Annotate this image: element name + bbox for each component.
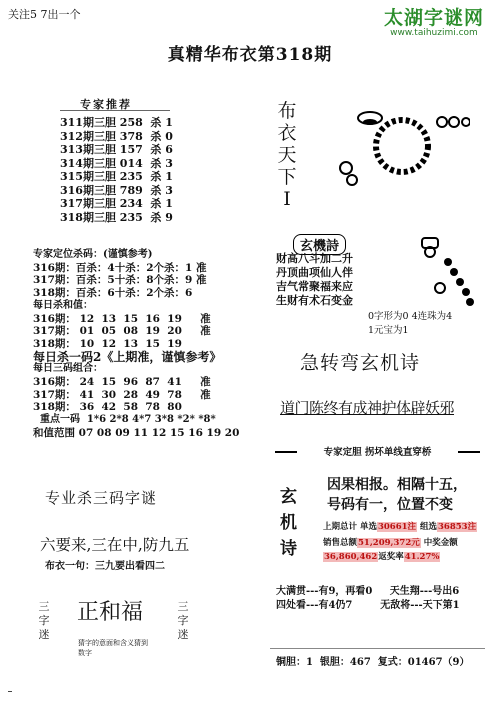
sanzi-char: 迷 xyxy=(38,628,50,641)
xuanji-char: 机 xyxy=(280,513,297,533)
stats-row: 每日三码组合： xyxy=(33,363,103,375)
divider xyxy=(270,648,485,649)
prev-group: 36853注 xyxy=(438,522,477,532)
xuanji-line: 丹顶曲项仙人伴 xyxy=(276,266,353,279)
stats-row: 318期： 36 42 58 78 80 xyxy=(33,401,182,414)
code-summary: 铜胆：1 银胆：467 复式：01467（9） xyxy=(276,657,470,668)
expert-row: 315期三胆 235 杀 1 xyxy=(60,170,173,183)
stats-row: 316期： 24 15 96 87 41 准 xyxy=(33,376,211,389)
buyi-char: 衣 xyxy=(277,122,297,144)
kill-code-stats xyxy=(33,249,239,440)
jackpot-total xyxy=(323,550,440,562)
stats-row: 317期： 01 05 08 19 20 准 xyxy=(33,325,211,338)
stats-row: 每日杀和值： xyxy=(33,299,93,311)
sanzi-char: 字 xyxy=(38,614,50,627)
page-title: 真精华布衣第318期 xyxy=(167,45,333,65)
sanzi-char: 三 xyxy=(38,600,50,613)
sanzi-right-vertical xyxy=(176,600,190,642)
xuanji-char: 诗 xyxy=(280,539,297,559)
caption-line-1: 0字形为0 4连珠为4 xyxy=(368,311,453,322)
prev-label: 上期总计 单选 xyxy=(323,522,377,532)
xuanji-line: 生财有术石变金 xyxy=(276,294,353,307)
stats-row: 每日杀一码2《上期准，谨慎参考》 xyxy=(33,349,222,364)
expert-list xyxy=(60,116,173,224)
buyi-sentence: 布衣一句：三九要出看四二 xyxy=(45,561,165,572)
sales-value: 51,209,372元 xyxy=(358,538,420,548)
hint-row: 四处看---有4仍7 无敌将---天下第1 xyxy=(276,600,460,611)
corner-tick xyxy=(8,691,12,693)
riddle-text: 六要来,三在中,防九五 xyxy=(40,536,190,554)
jizhuanwan-title: 急转弯玄机诗 xyxy=(300,352,421,374)
jackpot-label: 返奖率 xyxy=(378,552,404,562)
sales-label: 销售总额 xyxy=(323,538,358,548)
expert-row: 314期三胆 014 杀 3 xyxy=(60,156,173,170)
big-riddle-word: 正和福 xyxy=(77,600,144,625)
logo-text: 太湖字谜网 xyxy=(383,7,484,29)
poem-line-2: 号码有一，位置不变 xyxy=(327,497,453,513)
expert-row: 318期三胆 235 杀 9 xyxy=(60,210,173,224)
stats-row: 316期： 12 13 15 16 19 准 xyxy=(33,312,211,325)
riddle-note: 猜字的意面和含义猜到数字 xyxy=(78,639,148,657)
expert-row: 311期三胆 258 杀 1 xyxy=(60,116,173,129)
riddle-title: 专业杀三码字谜 xyxy=(45,489,158,507)
sanzi-char: 字 xyxy=(177,614,189,627)
poem-line-1: 因果相报。相隔十五， xyxy=(327,477,467,493)
caption-line-2: 1元宝为1 xyxy=(368,325,409,336)
jackpot-value: 36,860,462 xyxy=(324,552,378,562)
expert-row: 313期三胆 157 杀 6 xyxy=(60,143,173,156)
illustration-caption xyxy=(368,308,452,336)
logo-url: www.taihuzimi.com xyxy=(390,28,478,38)
stats-row: 和值范围 07 08 09 11 12 15 16 19 20 xyxy=(33,426,240,439)
buyi-char: I xyxy=(283,188,291,210)
header-note: 关注5 7出一个 xyxy=(8,8,81,21)
xuanji-title: 玄機詩 xyxy=(293,234,346,255)
buyi-char: 天 xyxy=(277,144,297,166)
xuanji-char: 玄 xyxy=(280,487,297,507)
expert-row: 312期三胆 378 杀 0 xyxy=(60,129,173,143)
site-logo[interactable] xyxy=(372,3,496,41)
stats-row: 318期： 10 12 13 15 19 xyxy=(33,337,182,350)
sanzi-left-vertical xyxy=(37,600,51,642)
sanzi-char: 三 xyxy=(177,600,189,613)
expert-row: 317期三胆 234 杀 1 xyxy=(60,197,173,210)
xuanji-line: 财高八斗加二升 xyxy=(276,252,353,265)
hint-row: 大满贯---有9，再看0 天生翔---号出6 xyxy=(276,586,460,597)
expert-row: 316期三胆 789 杀 3 xyxy=(60,183,173,197)
sales-total xyxy=(323,536,458,548)
stats-row: 专家定位杀码：(谨慎参考) xyxy=(33,249,153,260)
xuanji-line: 吉气常聚福来应 xyxy=(276,280,353,293)
sales-suffix: 中奖金额 xyxy=(420,538,458,548)
prev-group-label: 组选 xyxy=(417,522,438,532)
expert-divider xyxy=(60,110,170,111)
sanzi-char: 迷 xyxy=(177,628,189,641)
buyi-char: 布 xyxy=(277,100,297,122)
section-bar: 专家定胆 拐坏单线直穿桥 xyxy=(275,444,480,458)
jizhuanwan-poem: 道门陈终有成神护体辟妖邪 xyxy=(280,399,455,417)
ring-coins-illustration xyxy=(330,108,470,188)
stats-row: 317期：百杀：5十杀：8个杀：9 准 xyxy=(33,274,207,287)
stats-row: 316期：百杀：4十杀：2个杀：1 准 xyxy=(33,261,207,274)
xuanji-lines xyxy=(276,252,353,308)
expert-title: 专家推荐 xyxy=(80,98,132,111)
buyi-vertical-title xyxy=(272,100,302,210)
previous-total xyxy=(323,520,477,532)
stats-row: 重点一码 1*6 2*8 4*7 3*8 *2* *8* xyxy=(33,414,216,426)
coin-chain-illustration xyxy=(418,228,478,308)
buyi-char: 下 xyxy=(277,166,297,188)
prev-single: 30661注 xyxy=(377,522,417,532)
stats-row: 317期： 41 30 28 49 78 准 xyxy=(33,388,211,401)
jackpot-rate: 41.27% xyxy=(404,552,440,562)
xuanji-vertical xyxy=(280,484,302,562)
stats-row: 318期：百杀：6十杀：2个杀：6 xyxy=(33,287,193,300)
hint-list xyxy=(276,585,460,613)
